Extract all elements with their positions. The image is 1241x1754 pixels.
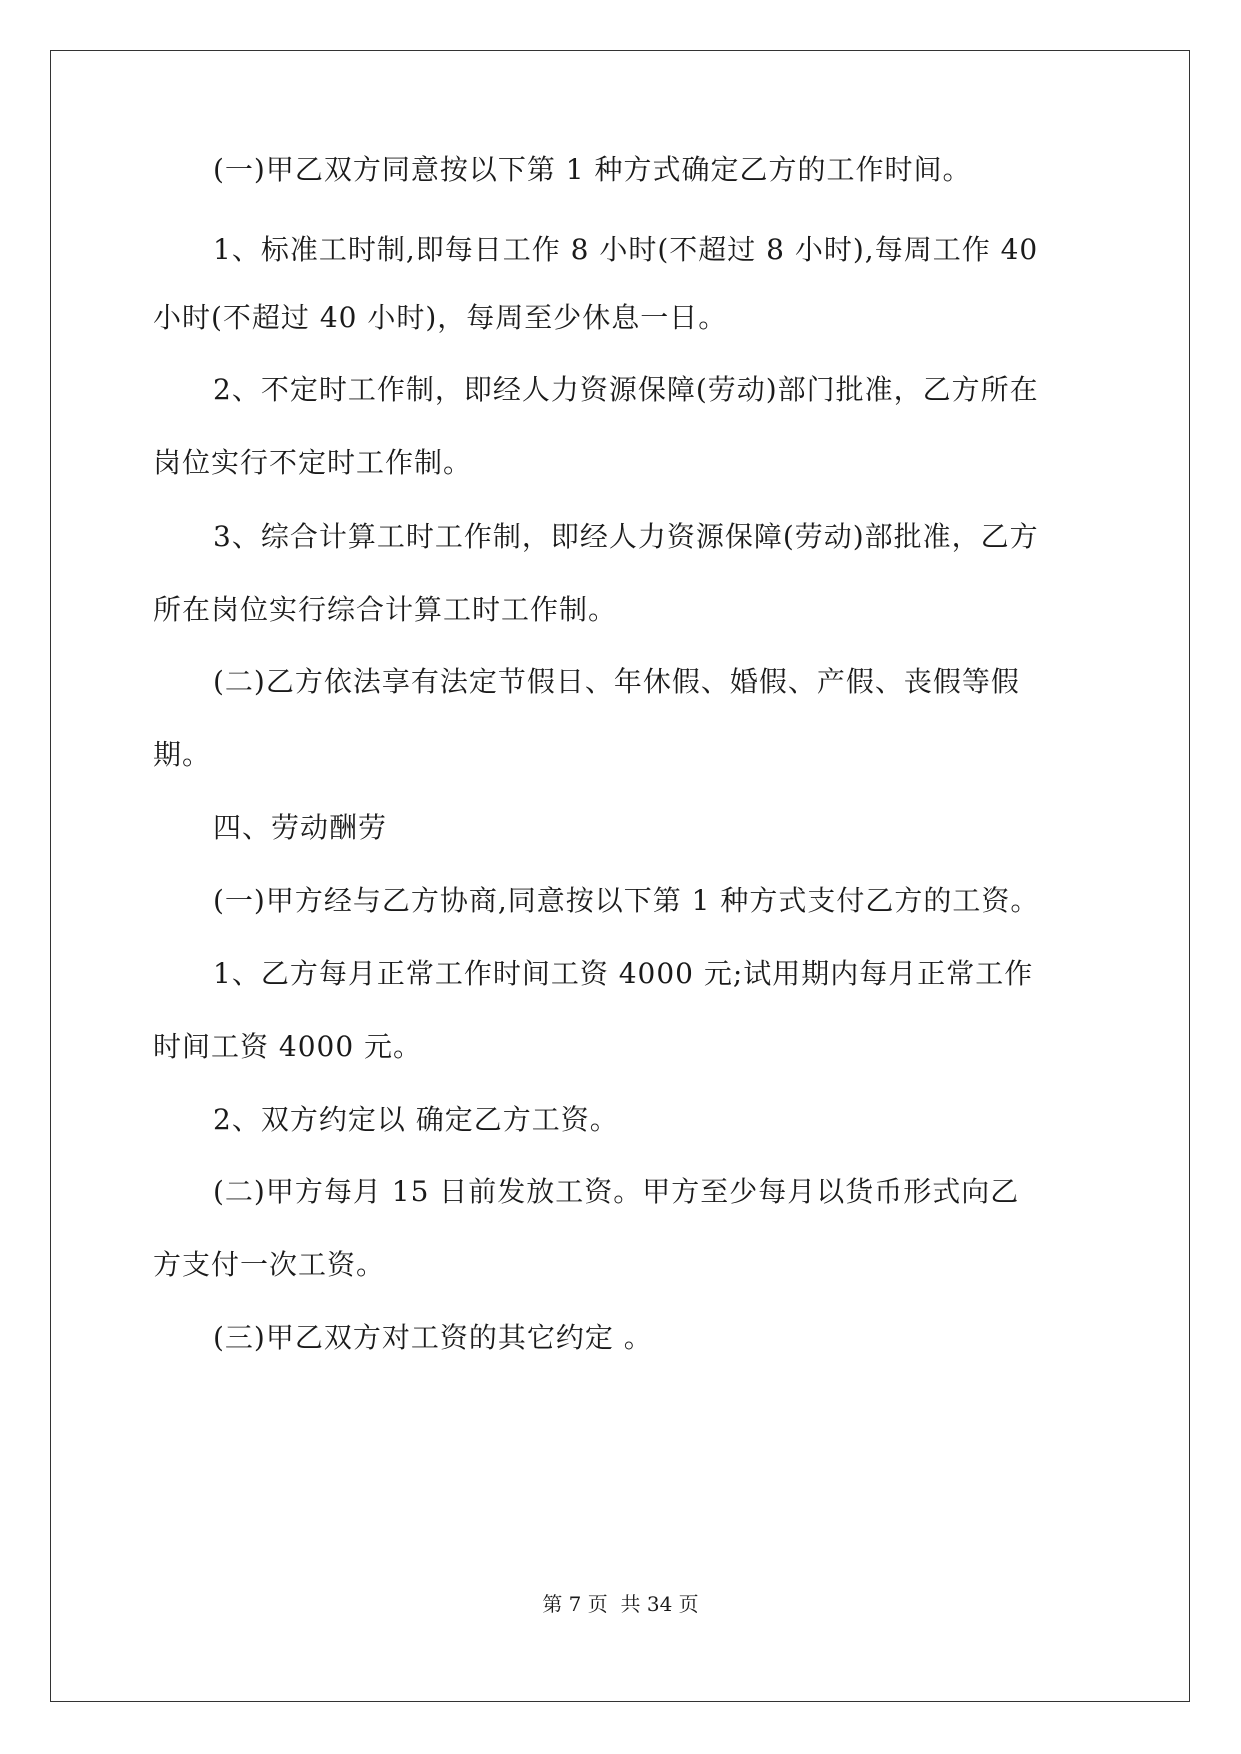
section-heading: 四、劳动酬劳 [213,811,388,844]
body-line: 方支付一次工资。 [153,1248,386,1281]
body-line: 2、双方约定以 确定乙方工资。 [213,1103,619,1136]
body-line: 1、乙方每月正常工作时间工资 4000 元;试用期内每月正常工作 [213,957,1034,990]
body-line: 期。 [153,738,212,771]
body-line: 时间工资 4000 元。 [153,1030,423,1063]
page-number-footer: 第 7 页 共 34 页 [542,1592,699,1616]
body-line: 1、标准工时制,即每日工作 8 小时(不超过 8 小时),每周工作 40 [213,233,1039,266]
body-line: 岗位实行不定时工作制。 [153,446,473,479]
body-line: 3、综合计算工时工作制，即经人力资源保障(劳动)部批准，乙方 [213,520,1039,553]
body-line: (一)甲方经与乙方协商,同意按以下第 1 种方式支付乙方的工资。 [213,884,1040,917]
body-line: 小时(不超过 40 小时)，每周至少休息一日。 [153,301,728,334]
body-line: (三)甲乙双方对工资的其它约定 。 [213,1321,653,1354]
body-line: (二)甲方每月 15 日前发放工资。甲方至少每月以货币形式向乙 [213,1175,1020,1208]
body-line: 所在岗位实行综合计算工时工作制。 [153,593,618,626]
body-line: (二)乙方依法享有法定节假日、年休假、婚假、产假、丧假等假 [213,665,1020,698]
body-line: 2、不定时工作制，即经人力资源保障(劳动)部门批准，乙方所在 [213,373,1039,406]
body-line: (一)甲乙双方同意按以下第 1 种方式确定乙方的工作时间。 [213,153,972,186]
